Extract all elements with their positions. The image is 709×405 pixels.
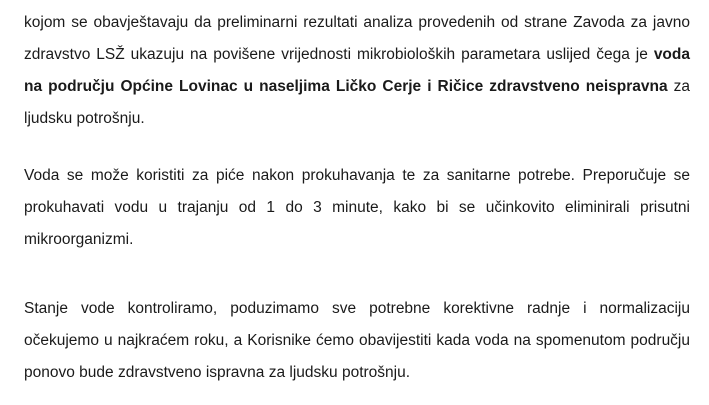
paragraph-usage-advice: Voda se može koristiti za piće nakon prokuhavanja te za sanitarne potrebe. Preporučuje se prokuhavati vodu u trajanju od 1 do 3 minute, kako bi se učinkovito eliminirali prisutni mikroorganizmi.: [24, 167, 690, 248]
notice-text-start: kojom se obavještavaju da preliminarni rezultati analiza provedenih od strane Zavoda za javno zdravstvo LSŽ ukazuju na povišene vrijednosti mikrobioloških parametara uslijed čega je: [24, 14, 690, 63]
paragraph-notice: [24, 7, 690, 135]
notice-text-end: za ljudsku potrošnju.: [24, 78, 690, 127]
notice-bold-warning: voda na području Općine Lovinac u naseljima Ličko Cerje i Ričice zdravstveno neispravna: [24, 46, 690, 95]
paragraph-status: Stanje vode kontroliramo, poduzimamo sve potrebne korektivne radnje i normalizaciju očekujemo u najkraćem roku, a Korisnike ćemo obavijestiti kada voda na spomenutom području ponovo bude zdravstveno ispravna za ljudsku potrošnju.: [24, 300, 690, 381]
document-body: [24, 7, 690, 389]
